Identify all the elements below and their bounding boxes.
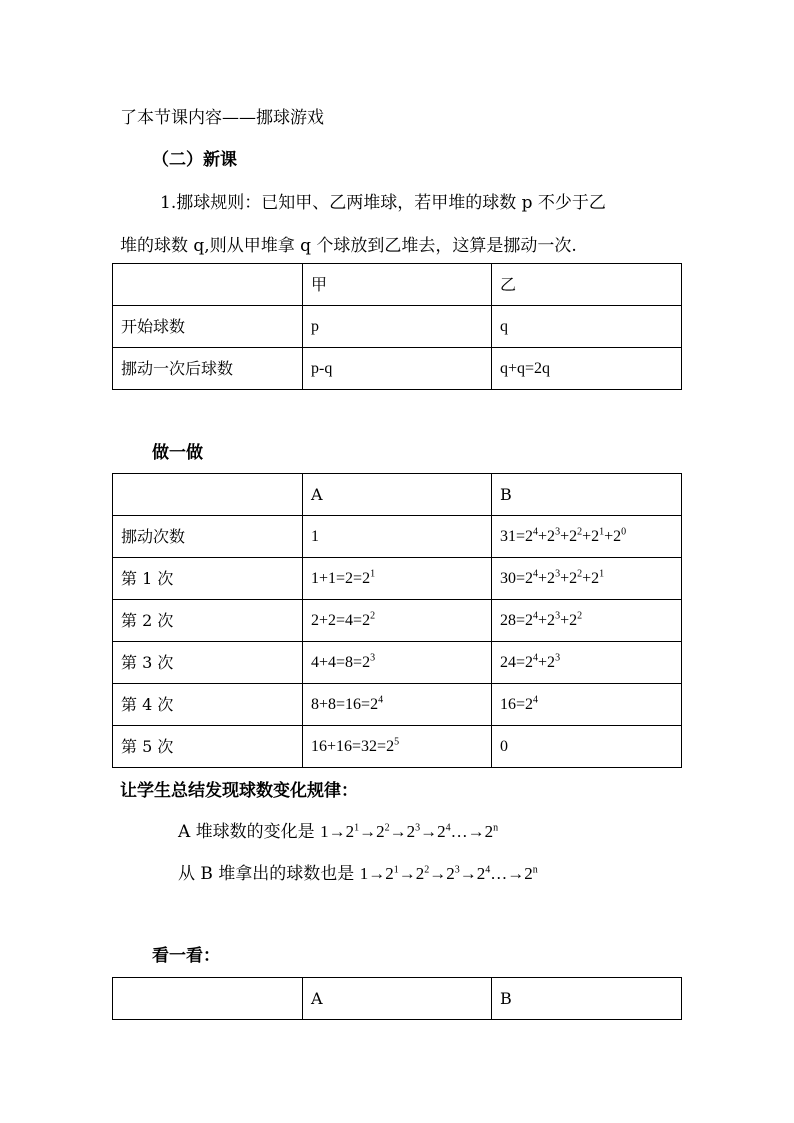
table-cell: 挪动次数 (113, 516, 303, 558)
table-row (113, 516, 682, 558)
table-header-b: B (492, 474, 682, 516)
table-header-jia: 甲 (303, 264, 492, 306)
table-cell: $28=2^4+2^3+2^2$ (492, 600, 682, 642)
look-title: 看一看： (152, 946, 220, 966)
table-cell: $8+8=16=2^4$ (303, 684, 492, 726)
table-cell: $4+4=8=2^3$ (303, 642, 492, 684)
summary-line-1-prefix: A 堆球数的变化是 (178, 822, 321, 842)
table-cell: 第 3 次 (113, 642, 303, 684)
table-cell (113, 264, 303, 306)
rule-line-2: 堆的球数 q,则从甲堆拿 q 个球放到乙堆去，这算是挪动一次. (120, 236, 577, 256)
table-header-yi: 乙 (492, 264, 682, 306)
table-row (113, 642, 682, 684)
table-pile-rule (112, 263, 682, 390)
table-row (113, 978, 682, 1020)
table-header-a: A (303, 474, 492, 516)
table-header-b: B (492, 978, 682, 1020)
table-row (113, 264, 682, 306)
table-cell: $16+16=32=2^5$ (303, 726, 492, 768)
table-cell: 第 4 次 (113, 684, 303, 726)
table-row (113, 306, 682, 348)
table-header-a: A (303, 978, 492, 1020)
table-row (113, 558, 682, 600)
table-cell (113, 474, 303, 516)
section-title: （二）新课 (152, 150, 237, 170)
table-cell: $24=2^4+2^3$ (492, 642, 682, 684)
table-do (112, 473, 682, 768)
table-cell: $2+2=4=2^2$ (303, 600, 492, 642)
summary-line-2 (178, 864, 538, 884)
table-cell: $31=2^4+2^3+2^2+2^1+2^0$ (492, 516, 682, 558)
table-look (112, 977, 682, 1020)
summary-title: 让学生总结发现球数变化规律： (120, 781, 358, 801)
table-cell: $30=2^4+2^3+2^2+2^1$ (492, 558, 682, 600)
summary-line-2-prefix: 从 B 堆拿出的球数也是 (178, 864, 360, 884)
table-cell: 挪动一次后球数 (113, 348, 303, 390)
table-cell: 第 1 次 (113, 558, 303, 600)
table-cell: p-q (303, 348, 492, 390)
table-cell: $16=2^4$ (492, 684, 682, 726)
table-cell: 第 5 次 (113, 726, 303, 768)
table-cell: q+q=2q (492, 348, 682, 390)
table-cell: 0 (492, 726, 682, 768)
table-cell: 第 2 次 (113, 600, 303, 642)
do-title: 做一做 (152, 443, 203, 463)
table-cell: q (492, 306, 682, 348)
table-cell (113, 978, 303, 1020)
table-row (113, 726, 682, 768)
table-row (113, 684, 682, 726)
summary-line-2-sequence: $1\to 2^1\to 2^2\to 2^3\to 2^4\dots\to 2^n$ (359, 864, 538, 883)
table-cell: 1 (303, 516, 492, 558)
summary-line-1-sequence: $1\to 2^1\to 2^2\to 2^3\to 2^4\dots\to 2^n$ (320, 822, 499, 841)
intro-line: 了本节课内容——挪球游戏 (120, 108, 324, 128)
table-cell: $1+1=2=2^1$ (303, 558, 492, 600)
summary-line-1 (178, 822, 498, 842)
table-row (113, 474, 682, 516)
table-cell: p (303, 306, 492, 348)
table-row (113, 600, 682, 642)
table-cell: 开始球数 (113, 306, 303, 348)
rule-line-1: 1.挪球规则：已知甲、乙两堆球，若甲堆的球数 p 不少于乙 (160, 193, 606, 213)
table-row (113, 348, 682, 390)
